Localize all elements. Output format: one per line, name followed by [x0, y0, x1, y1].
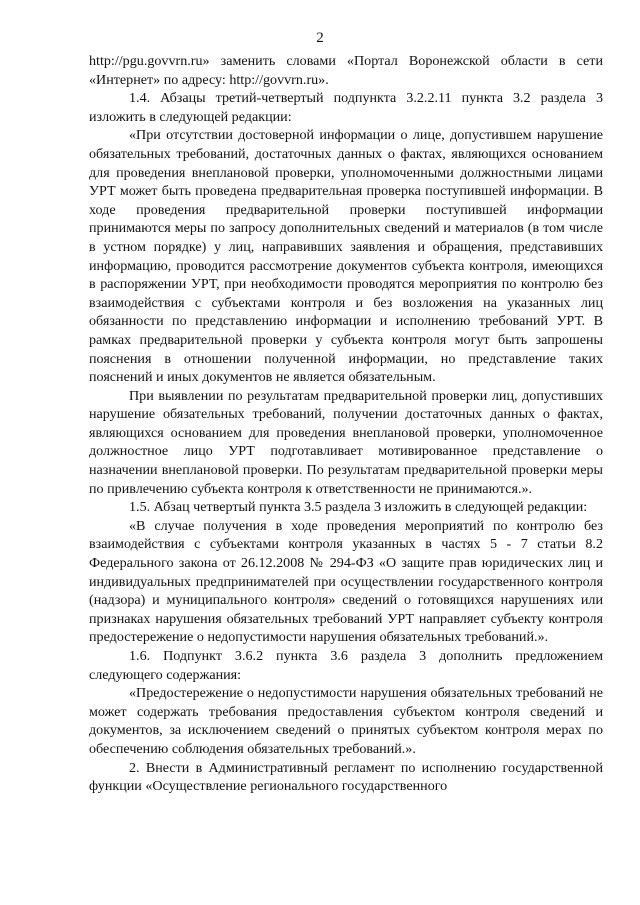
- paragraph-warning-content: «Предостережение о недопустимости нарушения обязательных требований не может содержать требования предоставления субъектом контроля сведений и документов, за исключением сведений о принятых субъектом контроля мерах по обеспечению соблюдения обязательных требований.».: [89, 685, 603, 757]
- paragraph-1-4: 1.4. Абзацы третий-четвертый подпункта 3.2.2.11 пункта 3.2 раздела 3 изложить в следующей редакции:: [89, 90, 603, 125]
- paragraph-detection: При выявлении по результатам предварительной проверки лиц, допустивших нарушение обязательных требований, получении достаточных данных о фактах, являющихся основанием для проведения внеплановой проверки, уполномоченное должностное лицо УРТ подготавливает мотивированное представление о назначении внеплановой проверки. По результатам предварительной проверки меры по привлечению субъекта контроля к ответственности не принимаются.».: [89, 387, 603, 497]
- paragraph-1-6: 1.6. Подпункт 3.6.2 пункта 3.6 раздела 3 дополнить предложением следующего содержания:: [89, 648, 603, 683]
- paragraph-url-replacement: http://pgu.govvrn.ru» заменить словами «Портал Воронежской области в сети «Интернет» по адресу: http://govvrn.ru».: [89, 53, 603, 88]
- document-body: [89, 52, 603, 796]
- paragraph-1-5: 1.5. Абзац четвертый пункта 3.5 раздела 3 изложить в следующей редакции:: [129, 499, 588, 516]
- paragraph-warning-case: «В случае получения в ходе проведения мероприятий по контролю без взаимодействия с субъектами контроля указанных в частях 5 - 7 статьи 8.2 Федерального закона от 26.12.2008 № 294-ФЗ «О защите прав юридических лиц и индивидуальных предпринимателей при осуществлении государственного контроля (надзора) и муниципального контроля» сведений о готовящихся нарушениях или признаках нарушения обязательных требований УРТ направляет субъекту контроля предостережение о недопустимости нарушения обязательных требований.».: [89, 517, 603, 646]
- page-number: 2: [316, 30, 324, 46]
- paragraph-2: 2. Внести в Административный регламент по исполнению государственной функции «Осуществление регионального государственного: [89, 759, 603, 795]
- paragraph-preliminary-check: «При отсутствии достоверной информации о лице, допустившем нарушение обязательных требований, достаточных данных о фактах, являющихся основанием для проведения внеплановой проверки, уполномоченными должностными лицами УРТ может быть проведена предварительная проверка поступившей информации. В ходе проведения предварительной проверки поступившей информации принимаются меры по запросу дополнительных сведений и материалов (в том числе в устном порядке) у лиц, направивших заявления и обращения, представивших информацию, проводится рассмотрение документов субъекта контроля, имеющихся в распоряжении УРТ, при необходимости проводятся мероприятия по контролю без взаимодействия с субъектами контроля и без возложения на указанных лиц обязанности по представлению информации и исполнению требований УРТ. В рамках предварительной проверки у субъекта контроля могут быть запрошены пояснения в отношении полученной информации, но представление таких пояснений и иных документов не является обязательным.: [89, 127, 603, 386]
